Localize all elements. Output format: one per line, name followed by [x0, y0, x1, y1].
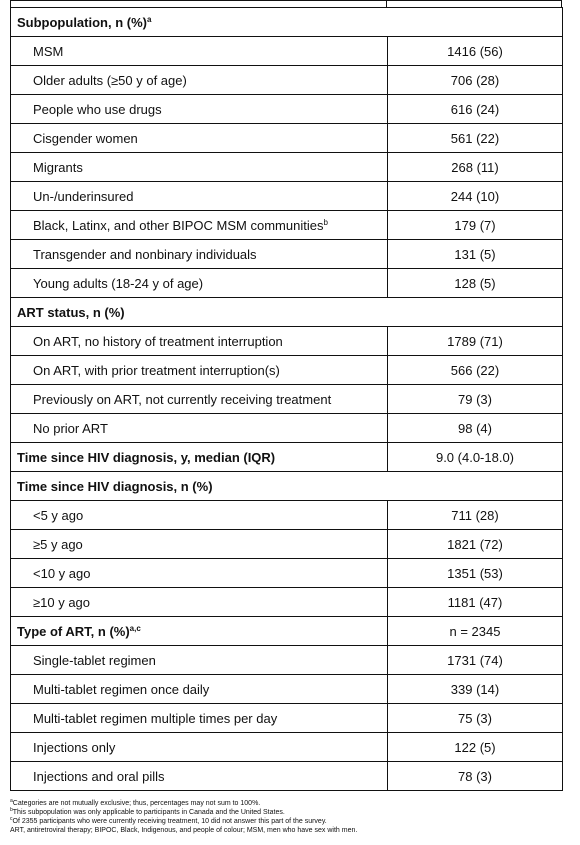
table-row	[11, 559, 563, 588]
row-value-text: 1181 (47)	[447, 594, 503, 610]
row-value	[388, 269, 563, 298]
row-value	[388, 356, 563, 385]
row-label-text: Single-tablet regimen	[33, 652, 156, 668]
row-label	[11, 240, 388, 269]
section-title-text: Subpopulation, n (%)	[17, 14, 147, 30]
footnote-marker: a	[146, 14, 152, 24]
table-row	[11, 269, 563, 298]
row-label-text: <5 y ago	[33, 507, 84, 523]
section-title-text: Type of ART, n (%)	[17, 623, 130, 639]
table-row	[11, 153, 563, 182]
row-label-text: No prior ART	[33, 420, 108, 436]
table-row	[11, 211, 563, 240]
row-value-text: 122 (5)	[454, 739, 496, 755]
row-value-text: 1731 (74)	[447, 652, 503, 668]
row-value-text: 179 (7)	[454, 217, 496, 233]
row-value	[388, 124, 563, 153]
section-value	[388, 617, 563, 646]
row-label-text: Migrants	[33, 159, 83, 175]
row-label-text: <10 y ago	[33, 565, 91, 581]
row-label	[11, 762, 388, 791]
row-label	[11, 269, 388, 298]
footnote	[10, 808, 357, 817]
section-header-row	[11, 472, 563, 501]
row-value	[388, 559, 563, 588]
row-value	[388, 385, 563, 414]
section-value-text: 9.0 (4.0-18.0)	[435, 449, 515, 465]
row-value	[388, 414, 563, 443]
section-title	[11, 8, 563, 37]
row-label	[11, 588, 388, 617]
row-value	[388, 762, 563, 791]
row-value-text: 706 (28)	[450, 72, 500, 88]
section-header-row	[11, 8, 563, 37]
row-label-text: Injections only	[33, 739, 116, 755]
table-row	[11, 95, 563, 124]
row-value	[388, 66, 563, 95]
row-label	[11, 733, 388, 762]
row-label	[11, 124, 388, 153]
row-value-text: 131 (5)	[454, 246, 496, 262]
section-title-text: Time since HIV diagnosis, y, median (IQR)	[17, 449, 276, 465]
characteristics-table	[10, 7, 563, 791]
row-value	[388, 327, 563, 356]
row-label-text: Multi-tablet regimen once daily	[33, 681, 210, 697]
row-value-text: 79 (3)	[458, 391, 492, 407]
section-header-row	[11, 617, 563, 646]
footnote	[10, 826, 357, 835]
row-label	[11, 182, 388, 211]
table-row	[11, 675, 563, 704]
row-value-text: 1821 (72)	[447, 536, 503, 552]
row-value	[388, 588, 563, 617]
row-value-text: 78 (3)	[458, 768, 492, 784]
row-value	[388, 530, 563, 559]
row-value-text: 244 (10)	[450, 188, 500, 204]
table-row	[11, 356, 563, 385]
footnote-marker: b	[10, 807, 13, 813]
row-value	[388, 675, 563, 704]
table-row	[11, 646, 563, 675]
top-right-border	[561, 0, 562, 7]
row-value-text: 561 (22)	[450, 130, 500, 146]
table-row	[11, 588, 563, 617]
row-label-text: On ART, with prior treatment interruption(s)	[33, 362, 280, 378]
row-label	[11, 414, 388, 443]
section-title-text: ART status, n (%)	[17, 304, 125, 320]
row-label	[11, 704, 388, 733]
row-value-text: 1789 (71)	[447, 333, 503, 349]
row-label-text: Injections and oral pills	[33, 768, 165, 784]
table-row	[11, 124, 563, 153]
row-value	[388, 733, 563, 762]
section-title-text: Time since HIV diagnosis, n (%)	[17, 478, 213, 494]
section-value	[388, 443, 563, 472]
table-row	[11, 37, 563, 66]
row-value-text: 98 (4)	[458, 420, 492, 436]
top-rule	[10, 0, 562, 1]
row-label	[11, 327, 388, 356]
row-value	[388, 37, 563, 66]
row-value	[388, 646, 563, 675]
row-value-text: 566 (22)	[450, 362, 500, 378]
section-title	[11, 472, 563, 501]
row-value	[388, 211, 563, 240]
row-label	[11, 211, 388, 240]
row-label	[11, 501, 388, 530]
row-value	[388, 153, 563, 182]
row-label-text: Previously on ART, not currently receiving treatment	[33, 391, 332, 407]
footnote-text: Categories are not mutually exclusive; thus, percentages may not sum to 100%.	[12, 800, 261, 807]
row-label	[11, 66, 388, 95]
row-label-text: Multi-tablet regimen multiple times per day	[33, 710, 278, 726]
row-label-text: MSM	[33, 43, 64, 59]
row-label-text: Un-/underinsured	[33, 188, 134, 204]
footnote-marker: a,c	[129, 623, 141, 633]
row-label	[11, 559, 388, 588]
footnote	[10, 799, 357, 808]
footnote	[10, 817, 357, 826]
row-value	[388, 182, 563, 211]
row-label-text: Young adults (18-24 y of age)	[33, 275, 204, 291]
table-row	[11, 182, 563, 211]
row-value-text: 1416 (56)	[447, 43, 503, 59]
row-label	[11, 153, 388, 182]
row-label	[11, 385, 388, 414]
table-row	[11, 733, 563, 762]
row-label-text: Older adults (≥50 y of age)	[33, 72, 187, 88]
table-row	[11, 414, 563, 443]
table-row	[11, 762, 563, 791]
table-row	[11, 704, 563, 733]
row-label-text: Cisgender women	[33, 130, 138, 146]
footnote-marker: a	[10, 798, 13, 804]
row-value-text: 711 (28)	[451, 507, 499, 523]
footnote-text: This subpopulation was only applicable to participants in Canada and the United States.	[12, 809, 285, 816]
row-value	[388, 704, 563, 733]
row-value-text: 75 (3)	[458, 710, 492, 726]
section-header-row	[11, 298, 563, 327]
row-value-text: 268 (11)	[451, 159, 499, 175]
row-label	[11, 646, 388, 675]
table-row	[11, 385, 563, 414]
row-label	[11, 530, 388, 559]
row-label-text: Black, Latinx, and other BIPOC MSM communities	[33, 217, 324, 233]
footnote-text: Of 2355 participants who were currently receiving treatment, 10 did not answer this part of the survey.	[12, 818, 327, 825]
footnote-marker: b	[323, 217, 328, 227]
row-value-text: 616 (24)	[450, 101, 500, 117]
row-label	[11, 675, 388, 704]
table-row	[11, 530, 563, 559]
top-left-border	[10, 0, 11, 7]
table-row	[11, 66, 563, 95]
top-column-divider	[386, 0, 387, 7]
row-value	[388, 240, 563, 269]
section-title	[11, 443, 388, 472]
row-value-text: 128 (5)	[454, 275, 496, 291]
section-title	[11, 298, 563, 327]
row-value-text: 339 (14)	[450, 681, 500, 697]
row-label	[11, 356, 388, 385]
row-value	[388, 501, 563, 530]
table-row	[11, 327, 563, 356]
section-value-text: n = 2345	[449, 623, 501, 639]
table-row	[11, 240, 563, 269]
row-label-text: People who use drugs	[33, 101, 162, 117]
footnote-text: ART, antiretroviral therapy; BIPOC, Black, Indigenous, and people of colour; MSM, men who have sex with men.	[10, 827, 358, 834]
section-title	[11, 617, 388, 646]
row-label-text: ≥5 y ago	[33, 536, 83, 552]
row-label	[11, 95, 388, 124]
row-label-text: ≥10 y ago	[33, 594, 91, 610]
row-value-text: 1351 (53)	[447, 565, 503, 581]
footnote-marker: c	[10, 816, 13, 822]
row-value	[388, 95, 563, 124]
footnotes	[10, 799, 357, 835]
row-label-text: Transgender and nonbinary individuals	[33, 246, 257, 262]
table-row	[11, 501, 563, 530]
row-label-text: On ART, no history of treatment interruption	[33, 333, 283, 349]
row-label	[11, 37, 388, 66]
section-header-row	[11, 443, 563, 472]
